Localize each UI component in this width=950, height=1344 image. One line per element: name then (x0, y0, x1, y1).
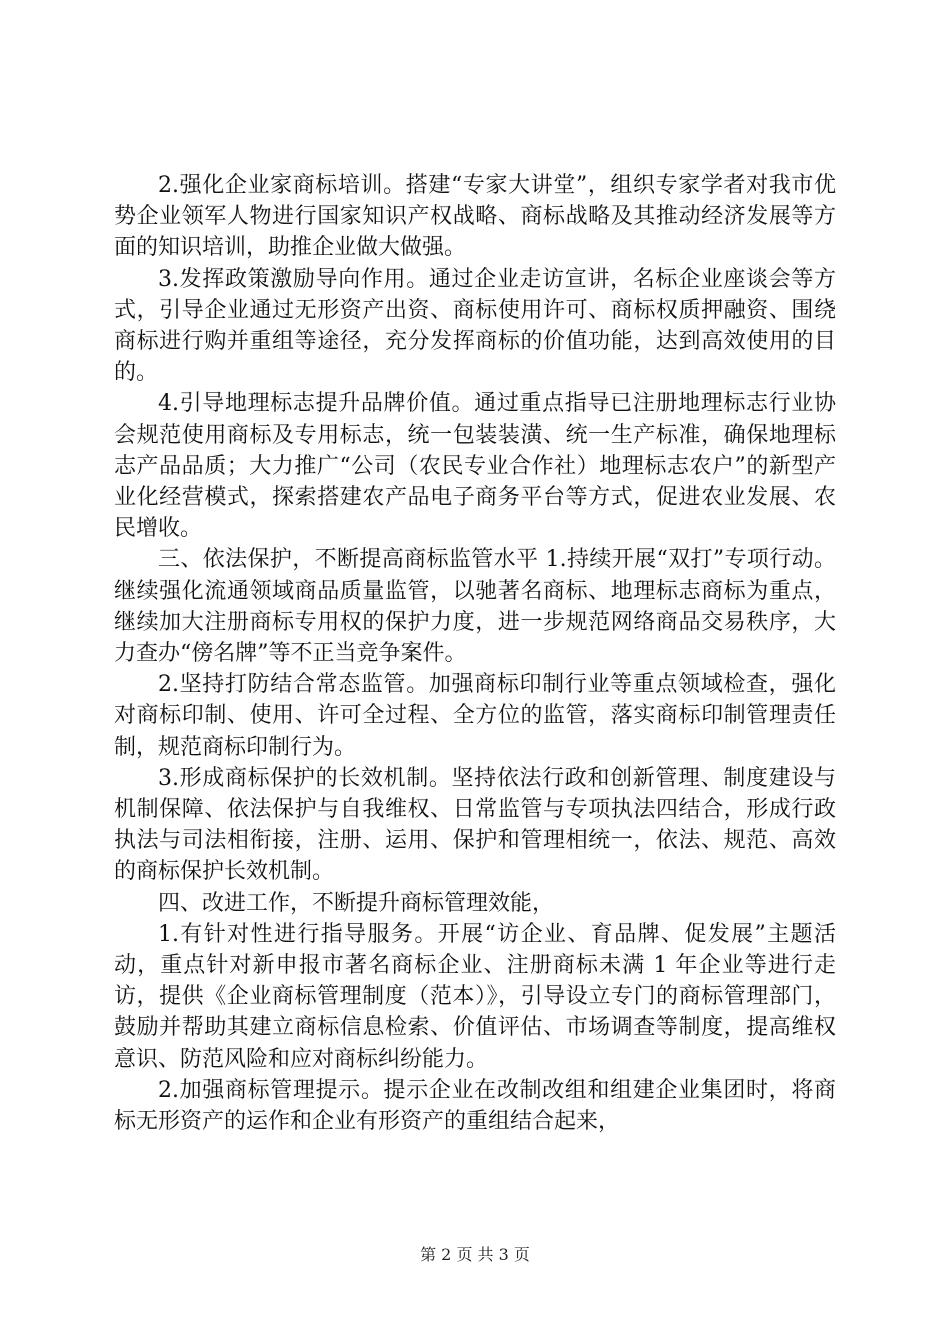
paragraph-2: 3.发挥政策激励导向作用。通过企业走访宣讲，名标企业座谈会等方式，引导企业通过无形资产出资、商标使用许可、商标权质押融资、围绕商标进行购并重组等途径，充分发挥商标的价值功能，达到高效使用的目的。 (114, 266, 836, 386)
paragraph-6: 3.形成商标保护的长效机制。坚持依法行政和创新管理、制度建设与机制保障、依法保护与自我维权、日常监管与专项执法四结合，形成行政执法与司法相衔接，注册、运用、保护和管理相统一，依法、规范、高效的商标保护长效机制。 (114, 765, 836, 885)
paragraph-5: 2.坚持打防结合常态监管。加强商标印制行业等重点领域检查，强化对商标印制、使用、许可全过程、全方位的监管，落实商标印制管理责任制，规范商标印制行为。 (114, 672, 836, 760)
page-number-footer: 第 2 页 共 3 页 (420, 1245, 530, 1264)
paragraph-1: 2.强化企业家商标培训。搭建“专家大讲堂”，组织专家学者对我市优势企业领军人物进行国家知识产权战略、商标战略及其推动经济发展等方面的知识培训，助推企业做大做强。 (114, 173, 836, 261)
paragraph-9: 2.加强商标管理提示。提示企业在改制改组和组建企业集团时，将商标无形资产的运作和企业有形资产的重组结合起来， (114, 1077, 836, 1135)
paragraph-4-section-heading: 三、依法保护，不断提高商标监管水平 1.持续开展“双打”专项行动。继续强化流通领域商品质量监管，以驰著名商标、地理标志商标为重点，继续加大注册商标专用权的保护力度，进一步规范网络商品交易秩序，大力查办“傍名牌”等不正当竞争案件。 (114, 547, 836, 667)
paragraph-7-section-heading: 四、改进工作，不断提升商标管理效能， (158, 890, 555, 916)
paragraph-3: 4.引导地理标志提升品牌价值。通过重点指导已注册地理标志行业协会规范使用商标及专用标志，统一包装装潢、统一生产标准，确保地理标志产品品质；大力推广“公司（农民专业合作社）地理标志农户”的新型产业化经营模式，探索搭建农产品电子商务平台等方式，促进农业发展、农民增收。 (114, 391, 836, 542)
paragraph-8: 1.有针对性进行指导服务。开展“访企业、育品牌、促发展”主题活动，重点针对新申报市著名商标企业、注册商标未满 1 年企业等进行走访，提供《企业商标管理制度（范本）》，引导设立专门的商标管理部门，鼓励并帮助其建立商标信息检索、价值评估、市场调查等制度，提高维权意识、防范风险和应对商标纠纷能力。 (114, 921, 836, 1072)
document-body (114, 170, 836, 1137)
